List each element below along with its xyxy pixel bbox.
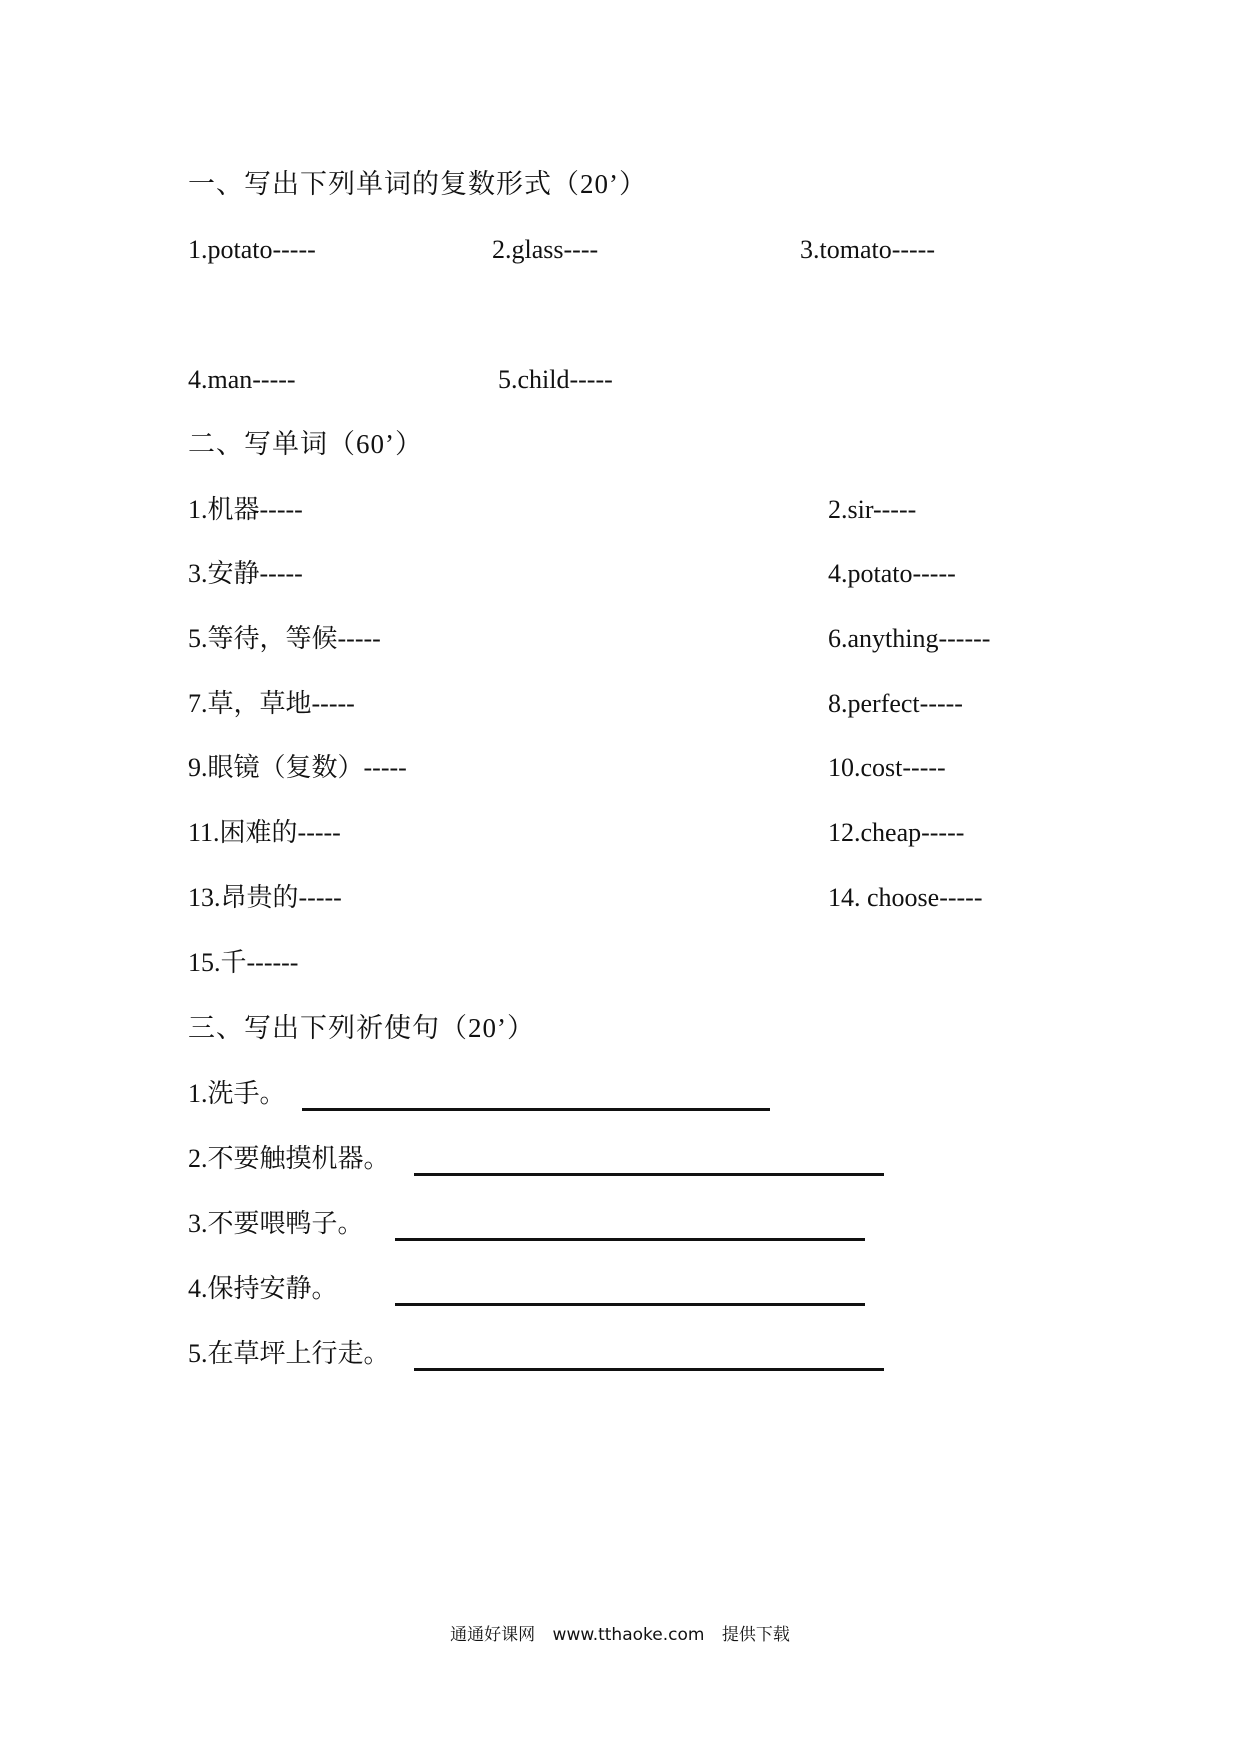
section2-right-item: 10.cost----- — [828, 753, 946, 782]
section2-left-item: 11.困难的----- — [188, 818, 341, 847]
footer-suffix: 提供下载 — [721, 1625, 790, 1645]
section2-right-item: 12.cheap----- — [828, 818, 965, 847]
footer-url[interactable]: www.tthaoke.com — [552, 1625, 705, 1645]
section2-left-item: 5.等待，等候----- — [188, 624, 381, 653]
section2-left-item: 9.眼镜（复数）----- — [188, 753, 407, 782]
section2-left-item: 7.草，草地----- — [188, 689, 355, 718]
answer-blank-4[interactable] — [395, 1281, 865, 1306]
answer-blank-2[interactable] — [414, 1151, 884, 1176]
footer-site-name: 通通好课网 — [450, 1625, 536, 1645]
answer-blank-5[interactable] — [414, 1346, 884, 1371]
section1-item-1: 1.potato----- — [188, 235, 316, 264]
section2-left-item: 15.千------ — [188, 948, 299, 977]
section3-item-5: 5.在草坪上行走。 — [188, 1339, 390, 1368]
answer-blank-1[interactable] — [302, 1086, 770, 1111]
section2-right-item: 4.potato----- — [828, 559, 956, 588]
page-footer — [0, 1620, 1240, 1645]
section2-left-item: 1.机器----- — [188, 495, 303, 524]
section2-right-item: 14. choose----- — [828, 883, 983, 912]
section3-item-4: 4.保持安静。 — [188, 1274, 338, 1303]
section2-left-item: 13.昂贵的----- — [188, 883, 342, 912]
section1-title: 一、写出下列单词的复数形式（20’） — [188, 169, 647, 199]
section1-item-3: 3.tomato----- — [800, 235, 936, 264]
section2-right-item: 2.sir----- — [828, 495, 917, 524]
section2-title: 二、写单词（60’） — [188, 429, 423, 459]
answer-blank-3[interactable] — [395, 1216, 865, 1241]
section1-item-5: 5.child----- — [498, 365, 613, 394]
section1-item-4: 4.man----- — [188, 365, 296, 394]
section3-item-1: 1.洗手。 — [188, 1079, 286, 1108]
section2-right-item: 8.perfect----- — [828, 689, 963, 718]
section2-right-item: 6.anything------ — [828, 624, 991, 653]
section2-left-item: 3.安静----- — [188, 559, 303, 588]
section3-title: 三、写出下列祈使句（20’） — [188, 1013, 535, 1043]
section1-item-2: 2.glass---- — [492, 235, 599, 264]
section3-item-3: 3.不要喂鸭子。 — [188, 1209, 364, 1238]
section3-item-2: 2.不要触摸机器。 — [188, 1144, 390, 1173]
